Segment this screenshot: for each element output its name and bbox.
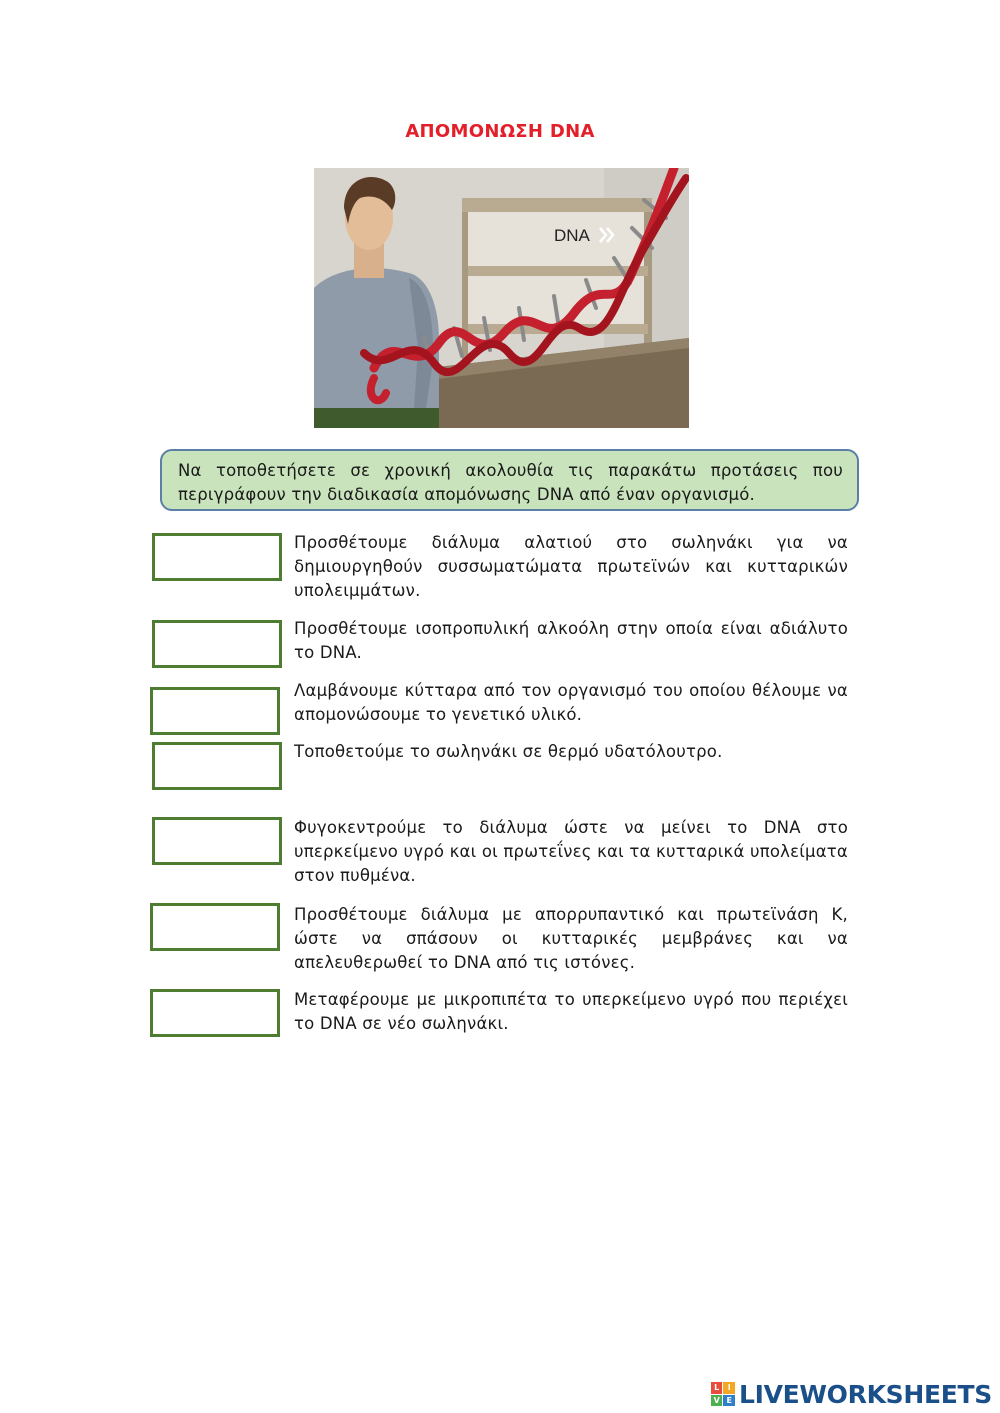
instruction-box: Να τοποθετήσετε σε χρονική ακολουθία τις παρακάτω προτάσεις που περιγράφουν την διαδικασία απομόνωσης DNA από έναν οργανισμό.: [160, 449, 859, 511]
step-text-4: Τοποθετούμε το σωληνάκι σε θερμό υδατόλουτρο.: [294, 742, 723, 761]
answer-box-6[interactable]: [150, 903, 280, 951]
logo-badge-icon: L I V E: [711, 1382, 735, 1406]
step-text-5: Φυγοκεντρούμε το διάλυμα ώστε να μείνει το DNA στο υπερκείμενο υγρό και οι πρωτεΐνες και τα κυτταρικά υπολείματα στον πυθμένα.: [294, 818, 848, 885]
step-text-7: Μεταφέρουμε με μικροπιπέτα το υπερκείμενο υγρό που περιέχει το DNA σε νέο σωληνάκι.: [294, 990, 848, 1033]
dna-label: DNA: [554, 226, 590, 245]
step-text-2: Προσθέτουμε ισοπροπυλική αλκοόλη στην οποία είναι αδιάλυτο το DNA.: [294, 619, 848, 662]
answer-box-7[interactable]: [150, 989, 280, 1037]
logo-text: LIVEWORKSHEETS: [738, 1379, 992, 1409]
step-text-6: Προσθέτουμε διάλυμα με απορρυπαντικό και πρωτεϊνάση Κ, ώστε να σπάσουν οι κυτταρικές μεμβράνες και να απελευθερωθεί το DNA από τις ιστόνες.: [294, 905, 848, 972]
worksheet-title: ΑΠΟΜΟΝΩΣΗ DNA: [405, 121, 595, 142]
answer-box-2[interactable]: [152, 620, 282, 668]
step-text-1: Προσθέτουμε διάλυμα αλατιού στο σωληνάκι για να δημιουργηθούν συσσωματώματα πρωτεϊνών και κυτταρικών υπολειμμάτων.: [294, 533, 848, 600]
answer-box-4[interactable]: [152, 742, 282, 790]
dna-illustration: [314, 168, 689, 428]
dna-scene-image: [314, 168, 689, 428]
step-text-3: Λαμβάνουμε κύτταρα από τον οργανισμό του οποίου θέλουμε να απομονώσουμε το γενετικό υλικό.: [294, 681, 848, 724]
answer-box-3[interactable]: [150, 687, 280, 735]
liveworksheets-logo[interactable]: [711, 1379, 992, 1409]
answer-box-5[interactable]: [152, 817, 282, 865]
answer-box-1[interactable]: [152, 533, 282, 581]
